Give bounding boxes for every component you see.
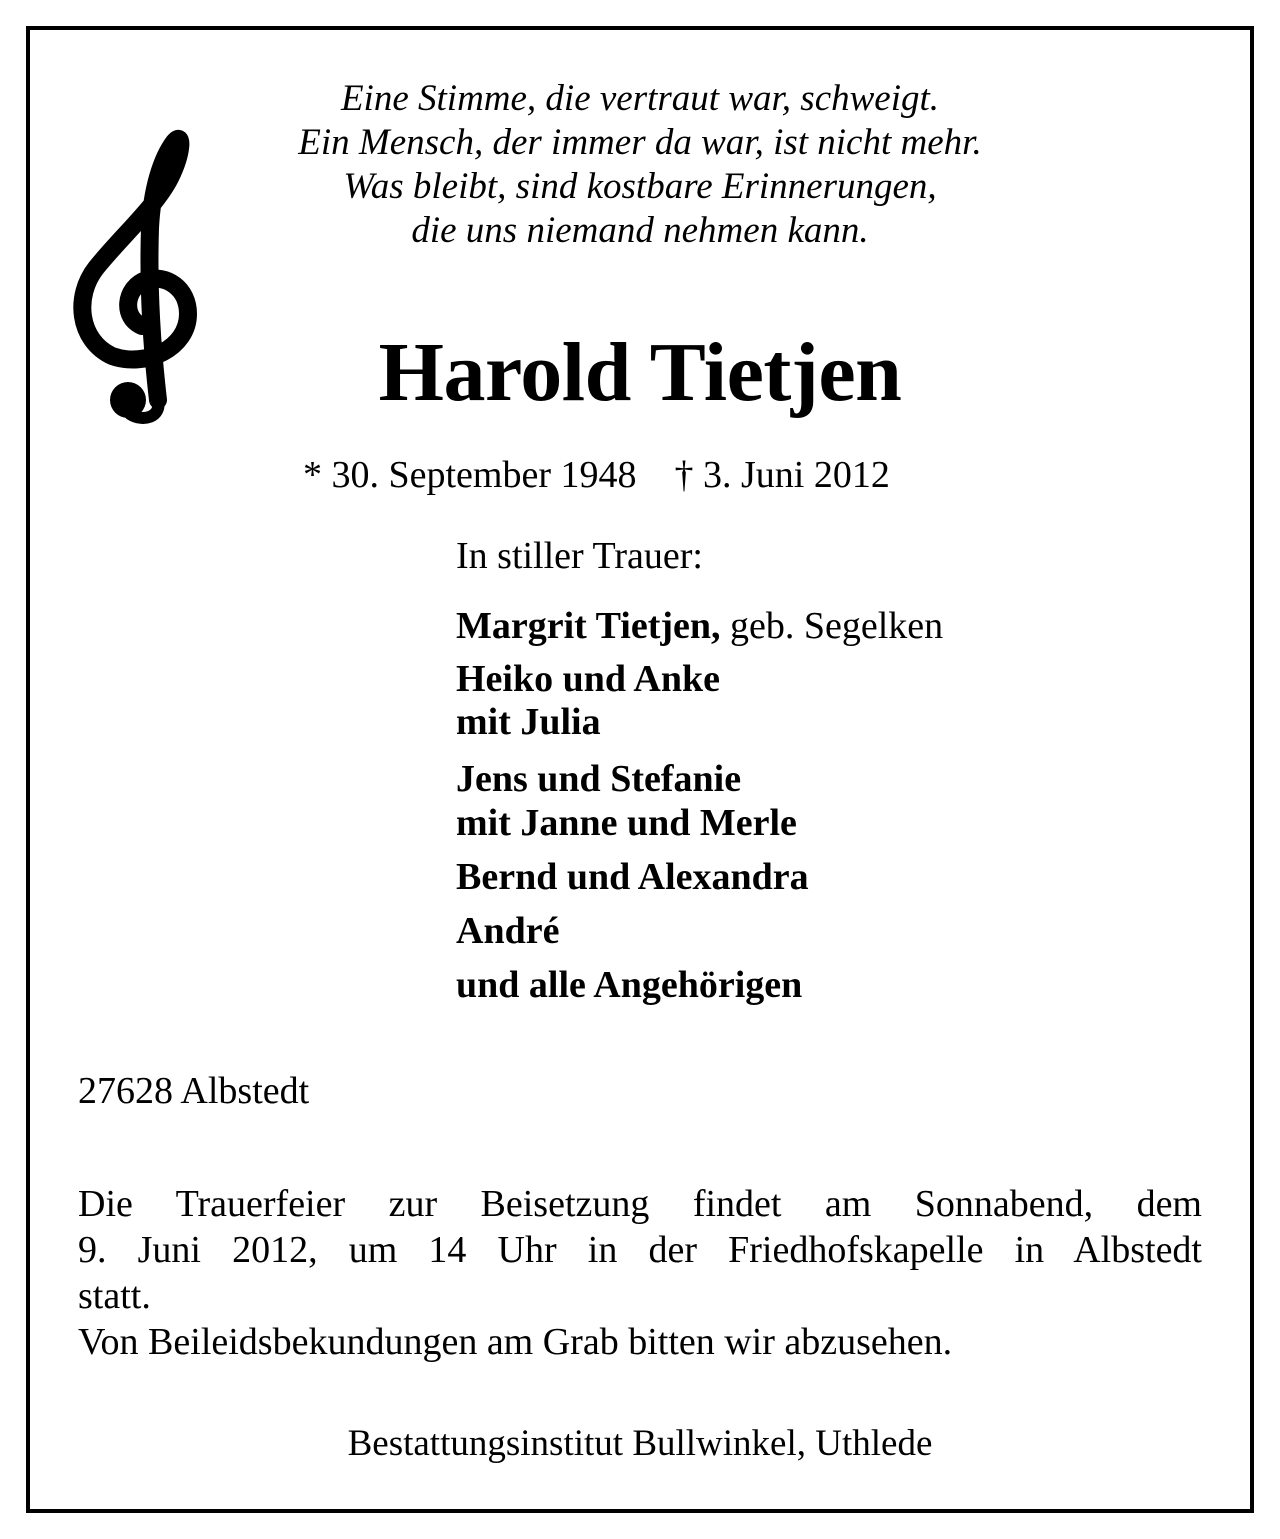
mourner-spouse	[456, 603, 943, 649]
mourner-line: André	[456, 910, 560, 952]
funeral-notice	[78, 1181, 1202, 1365]
mourner-line: Heiko und Anke	[456, 658, 720, 700]
mourner-line: Jens und Stefanie	[456, 758, 742, 800]
poem-line: die uns niemand nehmen kann.	[411, 210, 869, 251]
spouse-maiden-name: geb. Segelken	[730, 605, 944, 647]
spouse-name: Margrit Tietjen,	[456, 605, 721, 647]
deceased-name: Harold Tietjen	[378, 326, 902, 419]
place: 27628 Albstedt	[78, 1070, 310, 1112]
notice-line: 9. Juni 2012, um 14 Uhr in der Friedhofskapelle in Albstedt	[78, 1229, 1202, 1271]
mourner-line: mit Janne und Merle	[456, 802, 797, 844]
notice-line: statt.	[78, 1275, 151, 1317]
funeral-home: Bestattungsinstitut Bullwinkel, Uthlede	[347, 1423, 933, 1464]
life-dates	[303, 452, 890, 498]
notice-line: Die Trauerfeier zur Beisetzung findet am Sonnabend, dem	[78, 1183, 1202, 1225]
mourners-intro: In stiller Trauer:	[456, 535, 703, 577]
death-date: † 3. Juni 2012	[674, 454, 890, 496]
poem-line: Was bleibt, sind kostbare Erinnerungen,	[343, 166, 937, 207]
mourner-line: und alle Angehörigen	[456, 964, 803, 1006]
mourner-line: Bernd und Alexandra	[456, 856, 809, 898]
birth-date: * 30. September 1948	[303, 454, 637, 496]
notice-line: Von Beileidsbekundungen am Grab bitten wir abzusehen.	[78, 1321, 953, 1363]
poem-line: Eine Stimme, die vertraut war, schweigt.	[340, 78, 940, 119]
mourner-line: mit Julia	[456, 701, 601, 743]
poem-line: Ein Mensch, der immer da war, ist nicht mehr.	[298, 122, 982, 163]
